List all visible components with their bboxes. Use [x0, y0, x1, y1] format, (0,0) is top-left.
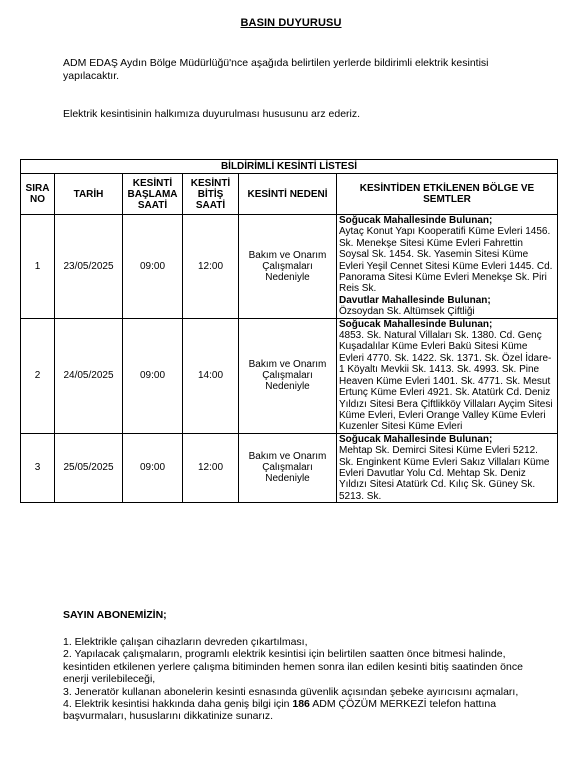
row-end-time: 12:00 [183, 433, 239, 502]
area-group-heading: Soğucak Mahallesinde Bulunan; [339, 318, 493, 330]
header-reason: KESİNTİ NEDENİ [239, 174, 337, 215]
row-no: 1 [21, 215, 55, 319]
header-sira-no: SIRA NO [21, 174, 55, 215]
row-start-time: 09:00 [123, 433, 183, 502]
area-group-text: Aytaç Konut Yapı Kooperatifi Küme Evleri 1456. Sk. Menekşe Sitesi Küme Evleri Fahrettin Soysal Sk. 1454. Sk. Yasemin Sitesi Küme Evleri Yeşil Cennet Sitesi Küme Evleri 1445. Cd. Panorama Sitesi Küme Evleri Menekşe Sk. Piri Reis Sk. [339, 226, 553, 295]
area-group-text: Özsoydan Sk. Altümsek Çiftliği [339, 306, 475, 318]
row-affected-areas [337, 433, 558, 502]
page-title: BASIN DUYURUSU [240, 17, 342, 29]
notice-item-text: 4. Elektrik kesintisi hakkında daha geniş bilgi için [63, 698, 293, 711]
row-start-time: 09:00 [123, 318, 183, 433]
outage-table [20, 159, 558, 503]
header-affected-areas: KESİNTİDEN ETKİLENEN BÖLGE VE SEMTLER [337, 174, 558, 215]
notice-item: 3. Jeneratör kullanan abonelerin kesinti esnasında güvenlik açısından şebeke ayırıcısını açmaları, [63, 685, 519, 698]
notice-item: 1. Elektrikle çalışan cihazların devreden çıkartılması, [63, 636, 308, 648]
notice-list [63, 636, 543, 723]
notice-item: 2. Yapılacak çalışmaların, programlı elektrik kesintisi için belirtilen saatten önce bitmesi halinde, kesintiden etkilenen yerlere çalışma bitiminden hemen sonra ilan edilen kesinti bitiş saatinden önce enerji verilebileceği, [63, 648, 523, 686]
table-row [21, 215, 558, 319]
row-affected-areas [337, 215, 558, 319]
table-caption: BİLDİRİMLİ KESİNTİ LİSTESİ [21, 160, 558, 174]
area-group-text: 4853. Sk. Natural Villaları Sk. 1380. Cd. Genç Kuşadalılar Küme Evleri Bakü Sitesi Küme Evleri 4770. Sk. 1422. Sk. 1371. Sk. Özel İdare-1 Köyaltı Mevkii Sk. 1413. Sk. 4993. Sk. Pine Heaven Küme Evleri 1401. Sk. 4771. Sk. Mesut Ertunç Küme Evleri 4921. Sk. Atatürk Cd. Deniz Yıldızı Sitesi Bera Çiftlikköy Villaları Ayçim Sitesi Küme Evleri, Evleri Orange Valley Küme Evleri Kuzenler Sitesi Küme Evleri [339, 330, 553, 433]
table-row [21, 433, 558, 502]
notice-heading: SAYIN ABONEMİZİN; [63, 609, 167, 621]
row-date: 24/05/2025 [55, 318, 123, 433]
area-group-text: Mehtap Sk. Demirci Sitesi Küme Evleri 5212. Sk. Enginkent Küme Evleri Sakız Villaları Küme Evleri Davutlar Yolu Cd. Mehtap Sk. Deniz Yıldızı Sitesi Atatürk Cd. Kılıç Sk. Güney Sk. 5213. Sk. [339, 445, 550, 502]
row-reason: Bakım ve Onarım Çalışmaları Nedeniyle [239, 433, 337, 502]
header-tarih: TARİH [55, 174, 123, 215]
area-group-heading: Davutlar Mahallesinde Bulunan; [339, 294, 491, 306]
notice-item-text: ADM ÇÖZÜM MERKEZİ telefon hattına başvurmaları, hususlarını dikkatinize sunarız. [63, 698, 497, 723]
header-end-time: KESİNTİ BİTİŞ SAATİ [183, 174, 239, 215]
row-no: 2 [21, 318, 55, 433]
row-date: 25/05/2025 [55, 433, 123, 502]
row-affected-areas [337, 318, 558, 433]
intro-paragraph: ADM EDAŞ Aydın Bölge Müdürlüğü'nce aşağıda belirtilen yerlerde bildirimli elektrik kesintisi yapılacaktır. [63, 57, 489, 82]
header-start-time: KESİNTİ BAŞLAMA SAATİ [123, 174, 183, 215]
table-row [21, 318, 558, 433]
area-group-heading: Soğucak Mahallesinde Bulunan; [339, 433, 493, 445]
row-no: 3 [21, 433, 55, 502]
area-group-heading: Soğucak Mahallesinde Bulunan; [339, 215, 493, 226]
row-reason: Bakım ve Onarım Çalışmaları Nedeniyle [239, 215, 337, 319]
row-end-time: 12:00 [183, 215, 239, 319]
row-date: 23/05/2025 [55, 215, 123, 319]
greeting-paragraph: Elektrik kesintisinin halkımıza duyurulması hususunu arz ederiz. [63, 108, 361, 120]
row-end-time: 14:00 [183, 318, 239, 433]
notice-item [63, 698, 543, 723]
row-reason: Bakım ve Onarım Çalışmaları Nedeniyle [239, 318, 337, 433]
helpline-number: 186 [292, 698, 310, 711]
row-start-time: 09:00 [123, 215, 183, 319]
